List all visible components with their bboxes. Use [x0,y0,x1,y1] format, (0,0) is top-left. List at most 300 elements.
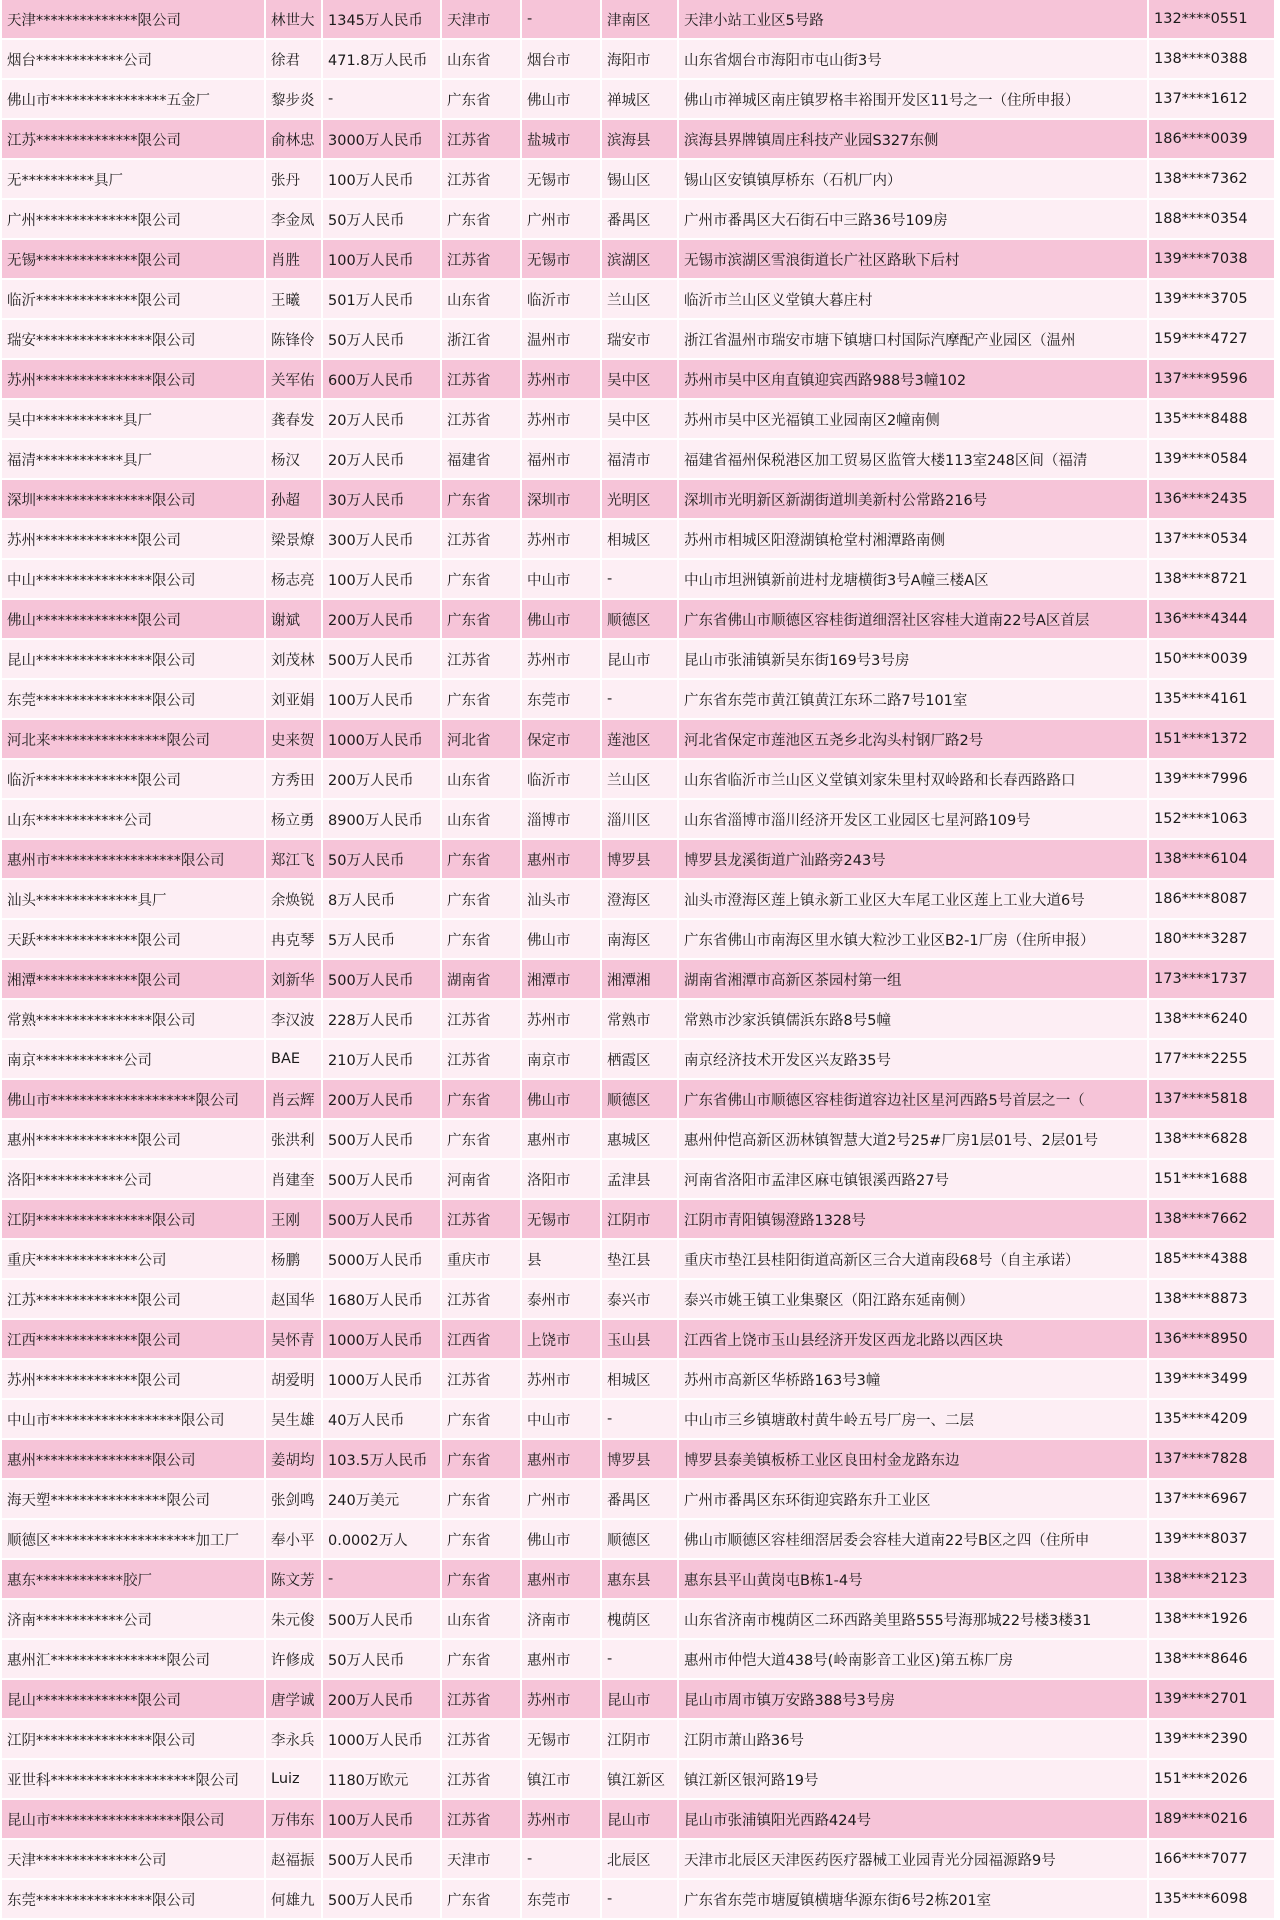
table-row[interactable] [2,800,1274,840]
phone-cell: 135****4161 [1149,680,1274,720]
company-name-cell: 昆山**************限公司 [2,1680,264,1720]
phone-cell: 166****7077 [1149,1840,1274,1880]
province-cell: 江苏省 [442,1280,520,1320]
province-cell: 天津市 [442,1840,520,1880]
phone-cell: 180****3287 [1149,920,1274,960]
company-name-cell: 湘潭**************限公司 [2,960,264,1000]
city-cell: 东莞市 [522,1880,600,1920]
table-row[interactable] [2,720,1274,760]
table-row[interactable] [2,400,1274,440]
phone-cell: 135****8488 [1149,400,1274,440]
city-cell: 中山市 [522,1400,600,1440]
contact-person-cell: BAE [266,1040,321,1080]
district-cell: 泰兴市 [602,1280,677,1320]
company-name-cell: 山东************公司 [2,800,264,840]
registered-capital-cell: 50万人民币 [323,200,440,240]
province-cell: 江苏省 [442,400,520,440]
company-name-cell: 南京************公司 [2,1040,264,1080]
phone-cell: 138****7662 [1149,1200,1274,1240]
address-cell: 佛山市禅城区南庄镇罗格丰裕围开发区11号之一（住所申报） [679,80,1147,120]
table-row[interactable] [2,920,1274,960]
city-cell: 苏州市 [522,400,600,440]
registered-capital-cell: 30万人民币 [323,480,440,520]
contact-person-cell: 王刚 [266,1200,321,1240]
phone-cell: 137****1612 [1149,80,1274,120]
table-row[interactable] [2,80,1274,120]
table-row[interactable] [2,440,1274,480]
city-cell: 临沂市 [522,760,600,800]
contact-person-cell: 杨立勇 [266,800,321,840]
address-cell: 泰兴市姚王镇工业集聚区（阳江路东延南侧） [679,1280,1147,1320]
table-row[interactable] [2,1080,1274,1120]
contact-person-cell: 余焕锐 [266,880,321,920]
company-name-cell: 天津**************限公司 [2,0,264,40]
contact-person-cell: 徐君 [266,40,321,80]
province-cell: 广东省 [442,560,520,600]
address-cell: 广东省佛山市顺德区容桂街道容边社区星河西路5号首层之一（ [679,1080,1147,1120]
contact-person-cell: 李汉波 [266,1000,321,1040]
table-row[interactable] [2,1320,1274,1360]
phone-cell: 132****0551 [1149,0,1274,40]
phone-cell: 186****8087 [1149,880,1274,920]
table-row[interactable] [2,520,1274,560]
registered-capital-cell: 200万人民币 [323,1680,440,1720]
registered-capital-cell: 500万人民币 [323,640,440,680]
address-cell: 苏州市吴中区光福镇工业园南区2幢南侧 [679,400,1147,440]
city-cell: 东莞市 [522,680,600,720]
district-cell: 北辰区 [602,1840,677,1880]
registered-capital-cell: - [323,1560,440,1600]
contact-person-cell: 杨鹏 [266,1240,321,1280]
contact-person-cell: 刘亚娟 [266,680,321,720]
city-cell: 无锡市 [522,160,600,200]
registered-capital-cell: 100万人民币 [323,160,440,200]
registered-capital-cell: 100万人民币 [323,1800,440,1840]
registered-capital-cell: 1000万人民币 [323,1720,440,1760]
address-cell: 天津小站工业区5号路 [679,0,1147,40]
phone-cell: 138****6240 [1149,1000,1274,1040]
table-row[interactable] [2,1840,1274,1880]
company-name-cell: 苏州**************限公司 [2,520,264,560]
table-row[interactable] [2,160,1274,200]
company-name-cell: 海天塑****************限公司 [2,1480,264,1520]
district-cell: 栖霞区 [602,1040,677,1080]
contact-person-cell: 肖建奎 [266,1160,321,1200]
province-cell: 广东省 [442,1520,520,1560]
registered-capital-cell: 5000万人民币 [323,1240,440,1280]
contact-person-cell: 肖云辉 [266,1080,321,1120]
table-row[interactable] [2,1600,1274,1640]
address-cell: 河南省洛阳市孟津区麻屯镇银溪西路27号 [679,1160,1147,1200]
province-cell: 天津市 [442,0,520,40]
phone-cell: 138****6104 [1149,840,1274,880]
table-row[interactable] [2,840,1274,880]
address-cell: 广东省佛山市南海区里水镇大粒沙工业区B2-1厂房（住所申报） [679,920,1147,960]
province-cell: 江苏省 [442,160,520,200]
company-name-cell: 中山****************限公司 [2,560,264,600]
address-cell: 苏州市相城区阳澄湖镇枪堂村湘潭路南侧 [679,520,1147,560]
city-cell: 苏州市 [522,360,600,400]
district-cell: 番禺区 [602,1480,677,1520]
table-row[interactable] [2,880,1274,920]
registered-capital-cell: 300万人民币 [323,520,440,560]
table-row[interactable] [2,200,1274,240]
district-cell: 玉山县 [602,1320,677,1360]
province-cell: 江苏省 [442,1000,520,1040]
registered-capital-cell: 20万人民币 [323,400,440,440]
city-cell: 惠州市 [522,840,600,880]
province-cell: 广东省 [442,1560,520,1600]
contact-person-cell: 梁景燎 [266,520,321,560]
city-cell: 无锡市 [522,1720,600,1760]
table-row[interactable] [2,0,1274,40]
phone-cell: 138****8721 [1149,560,1274,600]
district-cell: 博罗县 [602,840,677,880]
contact-person-cell: 许修成 [266,1640,321,1680]
city-cell: 苏州市 [522,1360,600,1400]
province-cell: 江苏省 [442,1720,520,1760]
table-row[interactable] [2,680,1274,720]
table-row[interactable] [2,1880,1274,1920]
district-cell: 滨海县 [602,120,677,160]
phone-cell: 151****1688 [1149,1160,1274,1200]
table-row[interactable] [2,1120,1274,1160]
province-cell: 江苏省 [442,1680,520,1720]
province-cell: 江苏省 [442,1040,520,1080]
province-cell: 山东省 [442,760,520,800]
city-cell: 泰州市 [522,1280,600,1320]
registered-capital-cell: 200万人民币 [323,600,440,640]
registered-capital-cell: 200万人民币 [323,760,440,800]
company-name-cell: 亚世科********************限公司 [2,1760,264,1800]
province-cell: 江苏省 [442,1200,520,1240]
contact-person-cell: Luiz [266,1760,321,1800]
phone-cell: 137****6967 [1149,1480,1274,1520]
phone-cell: 152****1063 [1149,800,1274,840]
company-name-cell: 东莞****************限公司 [2,1880,264,1920]
company-name-cell: 深圳****************限公司 [2,480,264,520]
address-cell: 深圳市光明新区新湖街道圳美新村公常路216号 [679,480,1147,520]
company-name-cell: 江苏**************限公司 [2,1280,264,1320]
table-row[interactable] [2,1720,1274,1760]
address-cell: 中山市三乡镇塘敢村黄牛岭五号厂房一、二层 [679,1400,1147,1440]
city-cell: - [522,0,600,40]
address-cell: 无锡市滨湖区雪浪街道长广社区路耿下后村 [679,240,1147,280]
province-cell: 河南省 [442,1160,520,1200]
address-cell: 惠东县平山黄岗屯B栋1-4号 [679,1560,1147,1600]
company-name-cell: 惠州**************限公司 [2,1120,264,1160]
phone-cell: 137****7828 [1149,1440,1274,1480]
address-cell: 湖南省湘潭市高新区茶园村第一组 [679,960,1147,1000]
district-cell: 莲池区 [602,720,677,760]
registered-capital-cell: 200万人民币 [323,1080,440,1120]
district-cell: - [602,1880,677,1920]
phone-cell: 136****8950 [1149,1320,1274,1360]
registered-capital-cell: 228万人民币 [323,1000,440,1040]
address-cell: 惠州仲恺高新区沥林镇智慧大道2号25#厂房1层01号、2层01号 [679,1120,1147,1160]
contact-person-cell: 吴生雄 [266,1400,321,1440]
province-cell: 广东省 [442,200,520,240]
province-cell: 广东省 [442,1880,520,1920]
table-row[interactable] [2,760,1274,800]
address-cell: 苏州市吴中区甪直镇迎宾西路988号3幢102 [679,360,1147,400]
table-row[interactable] [2,1680,1274,1720]
district-cell: 湘潭湘 [602,960,677,1000]
city-cell: 济南市 [522,1600,600,1640]
registered-capital-cell: 500万人民币 [323,1840,440,1880]
table-row[interactable] [2,1560,1274,1600]
district-cell: 江阴市 [602,1200,677,1240]
district-cell: 江阴市 [602,1720,677,1760]
contact-person-cell: 肖胜 [266,240,321,280]
table-row[interactable] [2,1520,1274,1560]
company-name-cell: 惠州****************限公司 [2,1440,264,1480]
province-cell: 山东省 [442,280,520,320]
province-cell: 江苏省 [442,1360,520,1400]
company-name-cell: 吴中************具厂 [2,400,264,440]
province-cell: 湖南省 [442,960,520,1000]
district-cell: 津南区 [602,0,677,40]
contact-person-cell: 万伟东 [266,1800,321,1840]
city-cell: 苏州市 [522,640,600,680]
contact-person-cell: 奉小平 [266,1520,321,1560]
contact-person-cell: 张剑鸣 [266,1480,321,1520]
registered-capital-cell: 1000万人民币 [323,1320,440,1360]
address-cell: 镇江新区银河路19号 [679,1760,1147,1800]
phone-cell: 188****0354 [1149,200,1274,240]
table-row[interactable] [2,1200,1274,1240]
district-cell: 惠城区 [602,1120,677,1160]
phone-cell: 139****7038 [1149,240,1274,280]
district-cell: 澄海区 [602,880,677,920]
table-row[interactable] [2,1440,1274,1480]
address-cell: 广东省东莞市黄江镇黄江东环二路7号101室 [679,680,1147,720]
contact-person-cell: 黎步炎 [266,80,321,120]
phone-cell: 139****2701 [1149,1680,1274,1720]
company-name-cell: 常熟****************限公司 [2,1000,264,1040]
province-cell: 江苏省 [442,640,520,680]
contact-person-cell: 赵福振 [266,1840,321,1880]
address-cell: 江西省上饶市玉山县经济开发区西龙北路以西区块 [679,1320,1147,1360]
table-row[interactable] [2,1160,1274,1200]
table-row[interactable] [2,1040,1274,1080]
registered-capital-cell: 50万人民币 [323,840,440,880]
city-cell: 南京市 [522,1040,600,1080]
address-cell: 汕头市澄海区莲上镇永新工业区大车尾工业区莲上工业大道6号 [679,880,1147,920]
district-cell: 常熟市 [602,1000,677,1040]
district-cell: 吴中区 [602,360,677,400]
city-cell: 广州市 [522,200,600,240]
city-cell: 湘潭市 [522,960,600,1000]
phone-cell: 137****9596 [1149,360,1274,400]
table-row[interactable] [2,1360,1274,1400]
city-cell: 洛阳市 [522,1160,600,1200]
district-cell: 光明区 [602,480,677,520]
phone-cell: 159****4727 [1149,320,1274,360]
table-row[interactable] [2,1280,1274,1320]
city-cell: - [522,1840,600,1880]
district-cell: 淄川区 [602,800,677,840]
city-cell: 县 [522,1240,600,1280]
company-name-cell: 佛山**************限公司 [2,600,264,640]
registered-capital-cell: 40万人民币 [323,1400,440,1440]
contact-person-cell: 冉克琴 [266,920,321,960]
address-cell: 苏州市高新区华桥路163号3幢 [679,1360,1147,1400]
table-row[interactable] [2,240,1274,280]
phone-cell: 173****1737 [1149,960,1274,1000]
city-cell: 汕头市 [522,880,600,920]
address-cell: 南京经济技术开发区兴友路35号 [679,1040,1147,1080]
province-cell: 广东省 [442,1640,520,1680]
contact-person-cell: 朱元俊 [266,1600,321,1640]
district-cell: 博罗县 [602,1440,677,1480]
registered-capital-cell: 501万人民币 [323,280,440,320]
table-body [2,0,1274,1920]
phone-cell: 135****4209 [1149,1400,1274,1440]
address-cell: 山东省济南市槐荫区二环西路美里路555号海那城22号楼3楼31 [679,1600,1147,1640]
table-row[interactable] [2,360,1274,400]
table-row[interactable] [2,1000,1274,1040]
district-cell: 昆山市 [602,640,677,680]
city-cell: 无锡市 [522,240,600,280]
city-cell: 温州市 [522,320,600,360]
registered-capital-cell: 1680万人民币 [323,1280,440,1320]
contact-person-cell: 孙超 [266,480,321,520]
table-row[interactable] [2,1480,1274,1520]
address-cell: 昆山市张浦镇阳光西路424号 [679,1800,1147,1840]
table-row[interactable] [2,1400,1274,1440]
province-cell: 山东省 [442,800,520,840]
district-cell: 海阳市 [602,40,677,80]
registered-capital-cell: 600万人民币 [323,360,440,400]
table-row[interactable] [2,1760,1274,1800]
registered-capital-cell: 100万人民币 [323,560,440,600]
registered-capital-cell: 1180万欧元 [323,1760,440,1800]
table-row[interactable] [2,120,1274,160]
district-cell: 兰山区 [602,760,677,800]
address-cell: 江阴市青阳镇锡澄路1328号 [679,1200,1147,1240]
registered-capital-cell: - [323,80,440,120]
city-cell: 苏州市 [522,520,600,560]
province-cell: 江苏省 [442,240,520,280]
city-cell: 苏州市 [522,1680,600,1720]
address-cell: 山东省淄博市淄川经济开发区工业园区七星河路109号 [679,800,1147,840]
city-cell: 惠州市 [522,1440,600,1480]
registered-capital-cell: 50万人民币 [323,1640,440,1680]
district-cell: 垫江县 [602,1240,677,1280]
district-cell: 锡山区 [602,160,677,200]
company-name-cell: 惠州市******************限公司 [2,840,264,880]
table-row[interactable] [2,1640,1274,1680]
company-name-cell: 天跃**************限公司 [2,920,264,960]
address-cell: 惠州市仲恺大道438号(岭南影音工业区)第五栋厂房 [679,1640,1147,1680]
district-cell: 孟津县 [602,1160,677,1200]
phone-cell: 138****8646 [1149,1640,1274,1680]
company-name-cell: 天津**************公司 [2,1840,264,1880]
company-name-cell: 江阴****************限公司 [2,1720,264,1760]
province-cell: 江苏省 [442,360,520,400]
company-name-cell: 苏州**************限公司 [2,1360,264,1400]
company-name-cell: 中山市******************限公司 [2,1400,264,1440]
registered-capital-cell: 500万人民币 [323,960,440,1000]
province-cell: 山东省 [442,40,520,80]
district-cell: - [602,1400,677,1440]
address-cell: 佛山市顺德区容桂细滘居委会容桂大道南22号B区之四（住所申 [679,1520,1147,1560]
city-cell: 惠州市 [522,1640,600,1680]
table-row[interactable] [2,600,1274,640]
address-cell: 天津市北辰区天津医药医疗器械工业园青光分园福源路9号 [679,1840,1147,1880]
table-row[interactable] [2,560,1274,600]
phone-cell: 138****0388 [1149,40,1274,80]
city-cell: 佛山市 [522,1520,600,1560]
phone-cell: 138****7362 [1149,160,1274,200]
province-cell: 广东省 [442,840,520,880]
address-cell: 临沂市兰山区义堂镇大暮庄村 [679,280,1147,320]
contact-person-cell: 陈文芳 [266,1560,321,1600]
city-cell: 佛山市 [522,1080,600,1120]
company-name-cell: 无**********具厂 [2,160,264,200]
table-row[interactable] [2,1240,1274,1280]
table-row[interactable] [2,480,1274,520]
address-cell: 山东省临沂市兰山区义堂镇刘家朱里村双岭路和长春西路路口 [679,760,1147,800]
city-cell: 佛山市 [522,920,600,960]
city-cell: 苏州市 [522,1000,600,1040]
registered-capital-cell: 1000万人民币 [323,720,440,760]
province-cell: 河北省 [442,720,520,760]
phone-cell: 136****4344 [1149,600,1274,640]
district-cell: 福清市 [602,440,677,480]
city-cell: 苏州市 [522,1800,600,1840]
city-cell: 盐城市 [522,120,600,160]
contact-person-cell: 关军佑 [266,360,321,400]
district-cell: 番禺区 [602,200,677,240]
province-cell: 广东省 [442,1400,520,1440]
province-cell: 广东省 [442,480,520,520]
phone-cell: 138****1926 [1149,1600,1274,1640]
address-cell: 广州市番禺区大石街石中三路36号109房 [679,200,1147,240]
phone-cell: 139****3705 [1149,280,1274,320]
province-cell: 江苏省 [442,120,520,160]
phone-cell: 151****2026 [1149,1760,1274,1800]
table-row[interactable] [2,40,1274,80]
province-cell: 福建省 [442,440,520,480]
city-cell: 上饶市 [522,1320,600,1360]
table-row[interactable] [2,960,1274,1000]
company-name-cell: 昆山市******************限公司 [2,1800,264,1840]
company-name-cell: 临沂**************限公司 [2,280,264,320]
address-cell: 浙江省温州市瑞安市塘下镇塘口村国际汽摩配产业园区（温州 [679,320,1147,360]
address-cell: 广东省佛山市顺德区容桂街道细滘社区容桂大道南22号A区首层 [679,600,1147,640]
phone-cell: 185****4388 [1149,1240,1274,1280]
table-row[interactable] [2,280,1274,320]
company-name-cell: 佛山市****************五金厂 [2,80,264,120]
contact-person-cell: 何雄九 [266,1880,321,1920]
address-cell: 重庆市垫江县桂阳街道高新区三合大道南段68号（自主承诺） [679,1240,1147,1280]
registered-capital-cell: 8万人民币 [323,880,440,920]
contact-person-cell: 史来贺 [266,720,321,760]
table-row[interactable] [2,1800,1274,1840]
contact-person-cell: 唐学诚 [266,1680,321,1720]
company-name-cell: 福清************具厂 [2,440,264,480]
registered-capital-cell: 5万人民币 [323,920,440,960]
address-cell: 滨海县界牌镇周庄科技产业园S327东侧 [679,120,1147,160]
company-name-cell: 洛阳************公司 [2,1160,264,1200]
table-row[interactable] [2,320,1274,360]
province-cell: 广东省 [442,600,520,640]
table-row[interactable] [2,640,1274,680]
address-cell: 昆山市周市镇万安路388号3号房 [679,1680,1147,1720]
company-name-cell: 佛山市********************限公司 [2,1080,264,1120]
